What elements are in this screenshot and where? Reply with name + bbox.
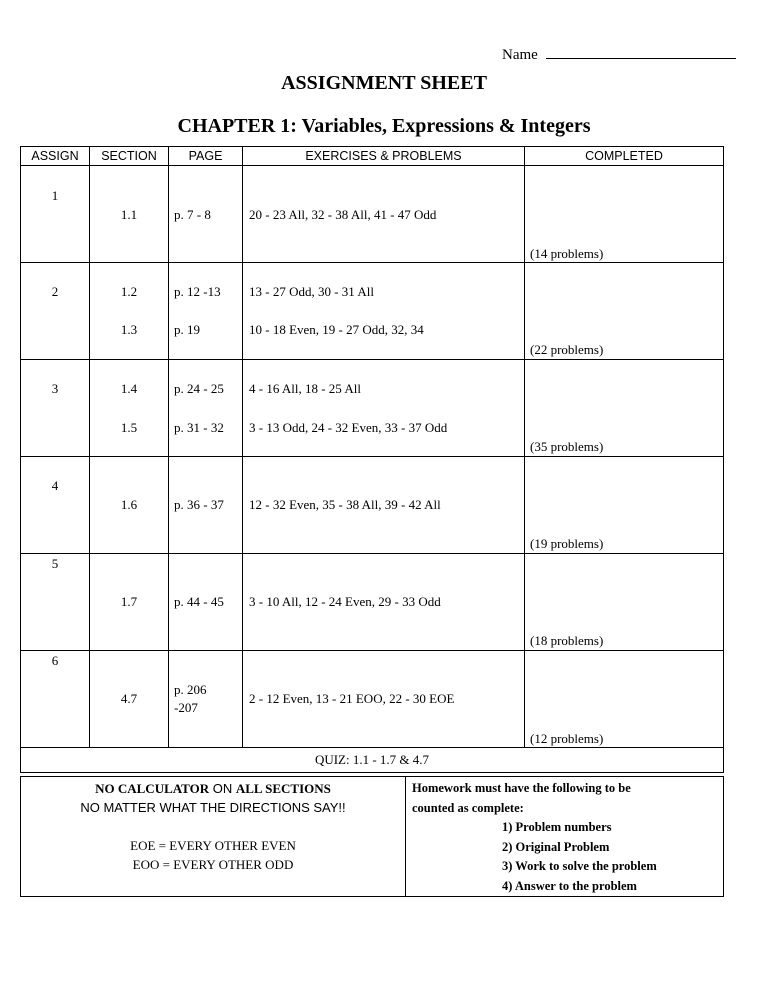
section-cell	[90, 554, 169, 651]
exercise-list: 2 - 12 Even, 13 - 21 EOO, 22 - 30 EOE	[249, 691, 455, 706]
problem-count: (35 problems)	[530, 439, 604, 454]
table-row	[21, 166, 724, 263]
completed-cell[interactable]	[525, 457, 724, 554]
directions-warning: NO MATTER WHAT THE DIRECTIONS SAY!!	[80, 800, 346, 815]
assign-cell	[21, 554, 90, 651]
table-row	[21, 651, 724, 748]
exercise-list: 20 - 23 All, 32 - 38 All, 41 - 47 Odd	[249, 207, 437, 222]
exercises-cell	[243, 651, 525, 748]
assign-cell	[21, 457, 90, 554]
homework-heading: Homework must have the following to be	[412, 781, 631, 795]
section-number: 1.3	[120, 322, 138, 337]
section-number: 1.1	[120, 207, 138, 222]
requirement-item: 3) Work to solve the problem	[502, 859, 657, 873]
exercises-cell	[243, 360, 525, 457]
assignment-table	[20, 146, 724, 773]
problem-count: (14 problems)	[530, 246, 604, 261]
calculator-notes	[21, 777, 406, 897]
homework-heading-cont: counted as complete:	[412, 800, 524, 815]
section-number: 1.2	[120, 284, 138, 299]
page-cell	[169, 457, 243, 554]
column-header-completed: COMPLETED	[525, 147, 724, 166]
requirement-item: 1) Problem numbers	[502, 820, 612, 834]
column-header-assign: ASSIGN	[21, 147, 90, 166]
exercise-list: 13 - 27 Odd, 30 - 31 All	[249, 284, 374, 299]
exercises-cell	[243, 263, 525, 360]
section-number: 4.7	[120, 691, 138, 706]
on-text: ON	[209, 781, 236, 796]
requirement-item: 2) Original Problem	[502, 839, 610, 854]
table-row	[21, 360, 724, 457]
table-row	[21, 263, 724, 360]
exercise-list: 3 - 10 All, 12 - 24 Even, 29 - 33 Odd	[249, 594, 441, 609]
exercise-list: 10 - 18 Even, 19 - 27 Odd, 32, 34	[249, 322, 424, 337]
completed-cell[interactable]	[525, 263, 724, 360]
exercises-cell	[243, 554, 525, 651]
chapter-title: CHAPTER 1: Variables, Expressions & Integers	[177, 115, 591, 137]
column-header-section: SECTION	[90, 147, 169, 166]
homework-requirements	[406, 777, 724, 897]
page-range: -207	[174, 700, 198, 715]
section-number: 1.7	[120, 594, 138, 609]
section-cell	[90, 360, 169, 457]
problem-count: (22 problems)	[530, 342, 604, 357]
assign-number: 2	[51, 284, 59, 299]
page-cell	[169, 263, 243, 360]
exercise-list: 3 - 13 Odd, 24 - 32 Even, 33 - 37 Odd	[249, 420, 448, 435]
all-sections-text: ALL SECTIONS	[235, 781, 331, 796]
section-number: 1.4	[120, 381, 138, 396]
requirement-item: 4) Answer to the problem	[502, 878, 637, 893]
page-cell	[169, 554, 243, 651]
section-number: 1.5	[120, 420, 138, 435]
page-range: p. 206	[174, 682, 207, 697]
assign-number: 3	[51, 381, 59, 396]
name-field	[502, 44, 736, 64]
notes-table	[20, 776, 724, 897]
page-range: p. 12 -13	[174, 284, 221, 299]
assign-number: 1	[51, 188, 59, 203]
section-cell	[90, 263, 169, 360]
assign-cell	[21, 360, 90, 457]
no-calculator-text: NO CALCULATOR	[95, 781, 210, 796]
exercises-cell	[243, 457, 525, 554]
assign-cell	[21, 166, 90, 263]
problem-count: (19 problems)	[530, 536, 604, 551]
page-range: p. 19	[174, 322, 200, 337]
assign-number: 6	[51, 653, 59, 668]
table-row	[21, 554, 724, 651]
assign-cell	[21, 263, 90, 360]
assign-number: 4	[51, 478, 59, 493]
problem-count: (12 problems)	[530, 731, 604, 746]
page-range: p. 24 - 25	[174, 381, 224, 396]
quiz-banner: QUIZ: 1.1 - 1.7 & 4.7	[21, 748, 724, 773]
assign-number: 5	[51, 556, 59, 571]
completed-cell[interactable]	[525, 554, 724, 651]
table-row	[21, 457, 724, 554]
page-range: p. 31 - 32	[174, 420, 224, 435]
page-range: p. 44 - 45	[174, 594, 224, 609]
page-cell	[169, 360, 243, 457]
completed-cell[interactable]	[525, 360, 724, 457]
name-blank-line[interactable]	[546, 44, 736, 59]
eoo-definition: EOO = EVERY OTHER ODD	[132, 857, 294, 872]
section-cell	[90, 457, 169, 554]
exercise-list: 4 - 16 All, 18 - 25 All	[249, 381, 361, 396]
column-header-exercises: EXERCISES & PROBLEMS	[243, 147, 525, 166]
exercises-cell	[243, 166, 525, 263]
page-title: ASSIGNMENT SHEET	[281, 72, 487, 94]
eoe-definition: EOE = EVERY OTHER EVEN	[130, 838, 296, 853]
name-label: Name	[502, 47, 538, 63]
column-header-page: PAGE	[169, 147, 243, 166]
completed-cell[interactable]	[525, 651, 724, 748]
section-number: 1.6	[120, 497, 138, 512]
page-range: p. 7 - 8	[174, 207, 211, 222]
page-range: p. 36 - 37	[174, 497, 224, 512]
quiz-row	[21, 748, 724, 773]
section-cell	[90, 651, 169, 748]
section-cell	[90, 166, 169, 263]
exercise-list: 12 - 32 Even, 35 - 38 All, 39 - 42 All	[249, 497, 441, 512]
page-cell	[169, 651, 243, 748]
completed-cell[interactable]	[525, 166, 724, 263]
assign-cell	[21, 651, 90, 748]
problem-count: (18 problems)	[530, 633, 604, 648]
page-cell	[169, 166, 243, 263]
calculator-rule	[21, 779, 405, 798]
table-header-row	[21, 147, 724, 166]
